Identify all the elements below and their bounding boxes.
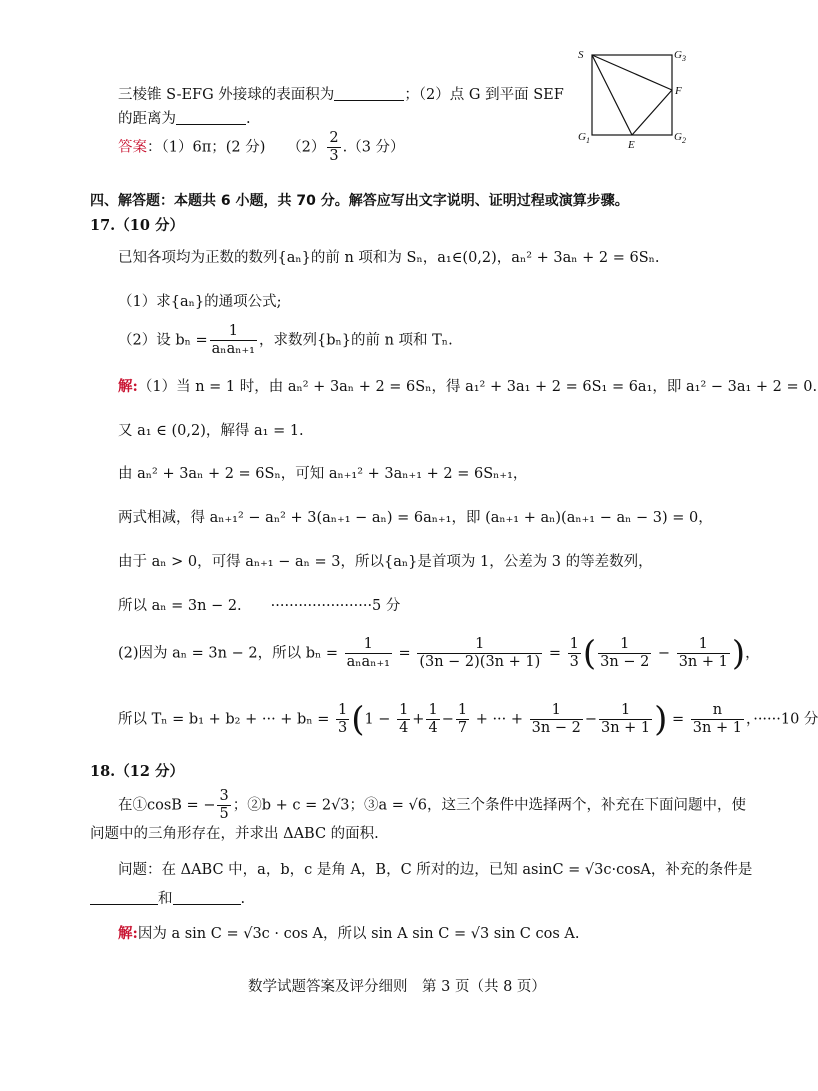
q18-sol-line1: 解:因为 a sin C = √3c · cos A，所以 sin A sin C = √3 sin C cos A.	[118, 925, 580, 942]
q17-sol-line3: 由 aₙ² + 3aₙ + 2 = 6Sₙ，可知 aₙ₊₁² + 3aₙ₊₁ + 2 = 6Sₙ₊₁，	[118, 466, 528, 482]
q17-sol-line6: 所以 aₙ = 3n − 2. ······················5 分	[118, 598, 401, 614]
line-e-f	[632, 90, 672, 135]
q18-problem: 问题：在 ΔABC 中，a，b，c 是角 A，B，C 所对的边，已知 asinC = √3c·cosA，补充的条件是	[118, 862, 753, 878]
q16-line1: 三棱锥 S-EFG 外接球的表面积为 ；（2）点 G 到平面 SEF	[118, 87, 564, 103]
q17-stem: 已知各项均为正数的数列{aₙ}的前 n 项和为 Sₙ，a₁∈(0,2)，aₙ² + 3aₙ + 2 = 6Sₙ.	[118, 250, 660, 266]
q18-conditions: 在①cosB = − $\frac{3}{5}$ ；②b + c = 2√3；③a = √6，这三个条件中选择两个，补充在下面问题中，使	[118, 788, 747, 822]
q17-sol-line8: 所以 Tₙ = b₁ + b₂ + ··· + bₙ = $\frac{1}{3}$ (1 − $\frac{1}{4}$ + $\frac{1}{4}$ − $\frac{1}{7}$ + ··· + $\frac{1}{3n - 2}$ − $\frac{1}{3n + 1}$ ) = $\frac{n}{3n + 1}$ ，······10 分	[118, 699, 818, 740]
label-g2: $G_2$	[674, 131, 686, 145]
line-s-f	[592, 55, 672, 90]
q17-sol-line2: 又 a₁ ∈ (0,2)，解得 a₁ = 1.	[118, 423, 304, 439]
line-s-e	[592, 55, 632, 135]
label-e: E	[628, 139, 635, 151]
q17-sol-line4: 两式相减，得 aₙ₊₁² − aₙ² + 3(aₙ₊₁ − aₙ) = 6aₙ₊₁，即 (aₙ₊₁ + aₙ)(aₙ₊₁ − aₙ − 3) = 0，	[118, 510, 713, 526]
page-footer: 数学试题答案及评分细则 第 3 页（共 8 页）	[248, 979, 546, 995]
section-heading: 四、解答题：本题共 6 小题，共 70 分。解答应写出文字说明、证明过程或演算步骤。	[90, 193, 629, 209]
q16-answer: 答案：（1）6π；(2 分) （2） $\frac{2}{3}$ .（3 分）	[118, 130, 405, 164]
solution-label: 解:	[118, 925, 138, 942]
q16-line2: 的距离为 .	[118, 111, 251, 127]
square-fold-figure	[570, 40, 700, 155]
answer-blank-1	[334, 86, 404, 101]
label-f: F	[675, 85, 682, 97]
q18-cond-line2: 问题中的三角形存在，并求出 ΔABC 的面积.	[90, 826, 379, 842]
label-g3: $G_3$	[674, 49, 686, 63]
solution-label: 解:	[118, 378, 138, 395]
label-s: S	[578, 49, 584, 61]
q17-sol-line1: 解:（1）当 n = 1 时，由 aₙ² + 3aₙ + 2 = 6Sₙ，得 a₁² + 3a₁ + 2 = 6S₁ = 6a₁，即 a₁² − 3a₁ + 2 = 0.	[118, 378, 818, 395]
q17-part1: （1）求{aₙ}的通项公式;	[118, 294, 282, 310]
q17-header: 17.（10 分）	[90, 217, 184, 234]
q17-sol-line7: (2)因为 aₙ = 3n − 2，所以 bₙ = $\frac{1}{\text{aₙaₙ₊₁}}$ = $\frac{1}{(3n - 2)(3n + 1)}$ = $\frac{1}{3}$ ( $\frac{1}{3n - 2}$ − $\frac{1}{3n + 1}$ )，	[118, 633, 760, 674]
answer-blank-2	[176, 110, 246, 125]
answer-label: 答案	[118, 139, 147, 156]
condition-blank-2	[173, 890, 241, 905]
label-g1: $G_1$	[578, 131, 590, 145]
q17-sol-line5: 由于 aₙ > 0，可得 aₙ₊₁ − aₙ = 3，所以{aₙ}是首项为 1，公差为 3 的等差数列，	[118, 554, 653, 570]
q17-part2: （2）设 bₙ = $\frac{1}{\text{aₙaₙ₊₁}}$ ，求数列{bₙ}的前 n 项和 Tₙ.	[118, 323, 453, 357]
q18-blanks: 和 .	[90, 887, 245, 908]
condition-blank-1	[90, 890, 158, 905]
q18-header: 18.（12 分）	[90, 763, 184, 780]
square-outline	[592, 55, 672, 135]
